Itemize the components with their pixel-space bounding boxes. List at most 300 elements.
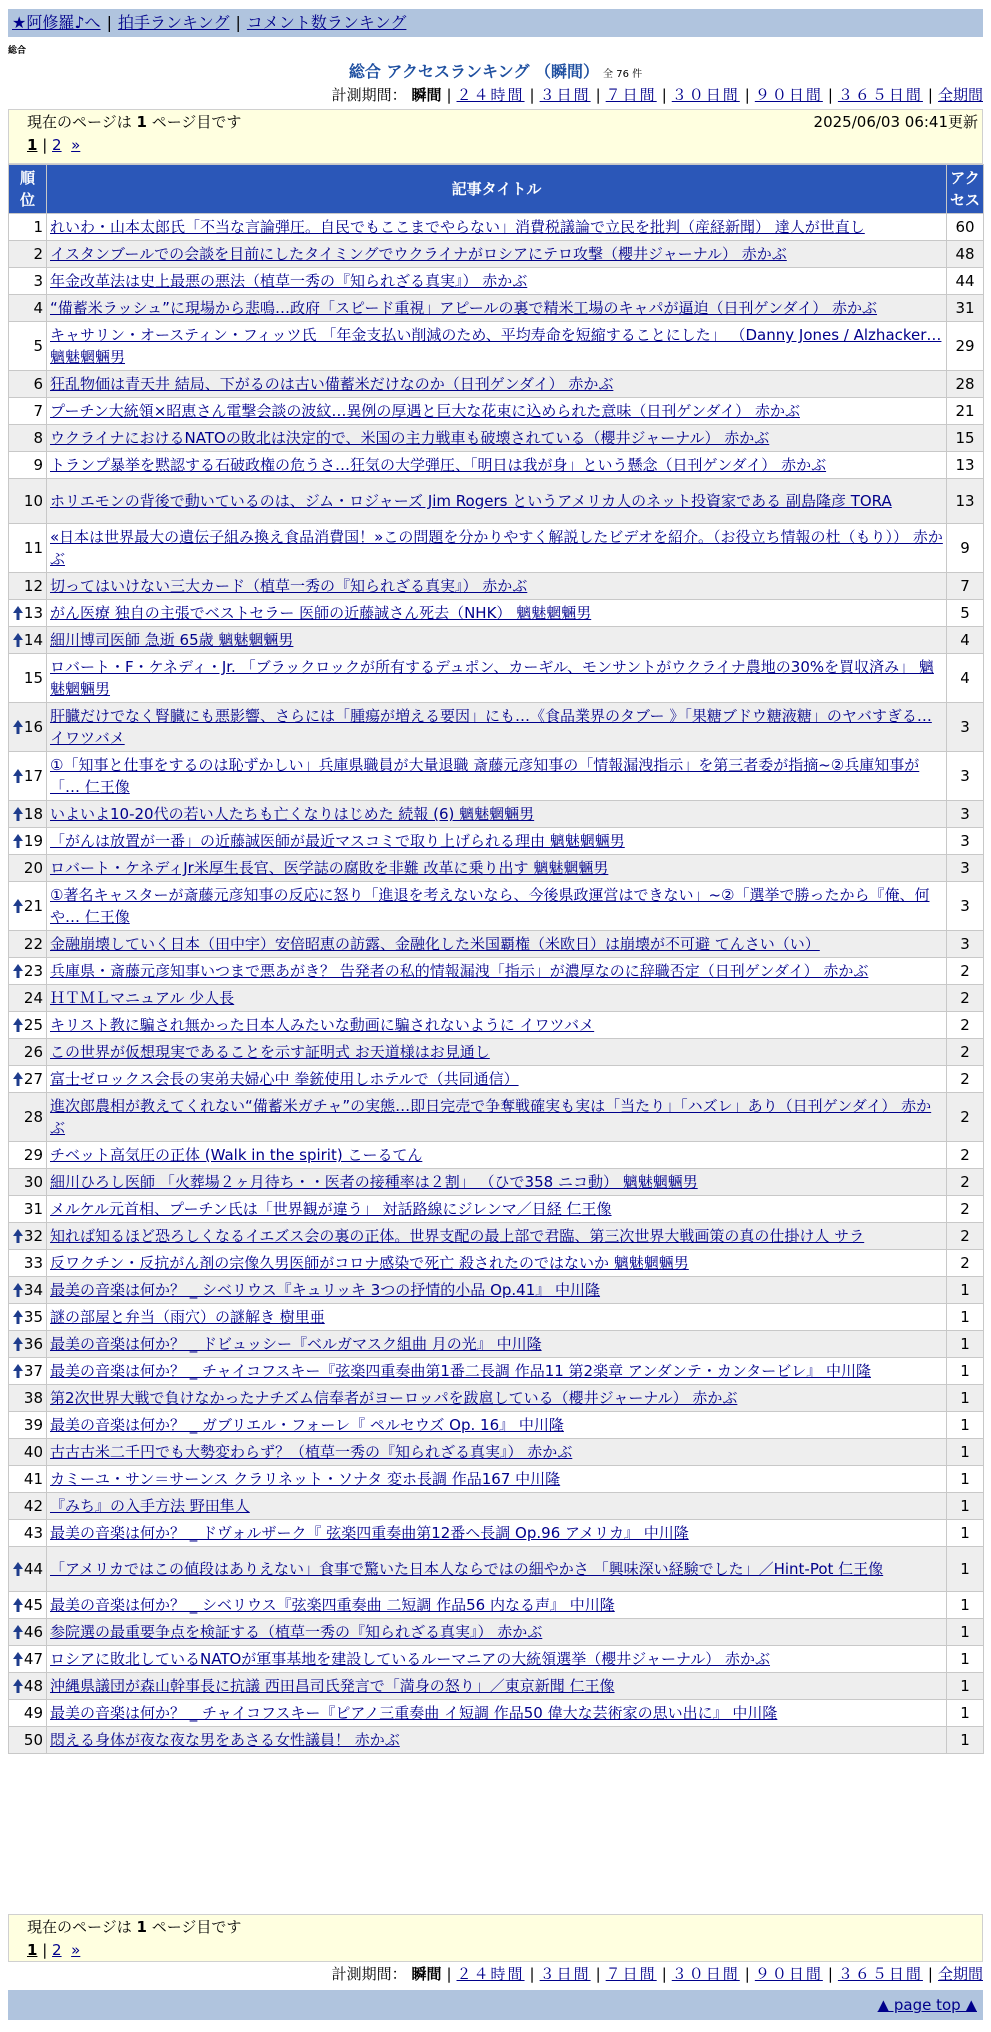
title-cell <box>47 985 947 1012</box>
rank-cell <box>9 600 47 627</box>
access-count: 3 <box>947 703 984 752</box>
table-row <box>9 654 984 703</box>
access-count: 60 <box>947 214 984 241</box>
title-cell <box>47 1250 947 1277</box>
title-cell <box>47 425 947 452</box>
rank-cell <box>9 524 47 573</box>
table-row <box>9 1493 984 1520</box>
table-row <box>9 985 984 1012</box>
rank-cell <box>9 1592 47 1619</box>
rank-cell <box>9 1520 47 1547</box>
col-header-rank: 順位 <box>9 165 47 214</box>
rank-cell <box>9 1673 47 1700</box>
title-cell <box>47 855 947 882</box>
rank-number: 8 <box>33 429 43 447</box>
article-title-link[interactable]: ロバート・F・ケネディ・Jr. 「ブラックロックが所有するデュポン、カーギル、モンサントがウクライナ農地の30%を買収済み」 魑魅魍魎男 <box>50 658 934 698</box>
access-count: 44 <box>947 268 984 295</box>
rank-up-arrow-icon <box>13 1651 23 1667</box>
table-row <box>9 1039 984 1066</box>
access-count: 1 <box>947 1520 984 1547</box>
title-cell <box>47 1142 947 1169</box>
rank-cell <box>9 1547 47 1592</box>
article-title-link[interactable]: がん医療 独自の主張でベストセラー 医師の近藤誠さん死去（NHK） 魑魅魍魎男 <box>50 604 592 622</box>
access-count: 4 <box>947 627 984 654</box>
period-link-30d[interactable]: ３０日間 <box>671 1965 740 1983</box>
rank-number: 25 <box>23 1016 43 1034</box>
period-link-365d[interactable]: ３６５日間 <box>837 1965 923 1983</box>
title-cell <box>47 1493 947 1520</box>
period-link-all[interactable]: 全期間 <box>937 86 983 104</box>
page-link-2[interactable]: 2 <box>52 1941 62 1959</box>
nav-separator: | <box>235 13 241 32</box>
rank-up-arrow-icon <box>13 1017 23 1033</box>
period-link-365d[interactable]: ３６５日間 <box>837 86 923 104</box>
article-title-link[interactable]: 最美の音楽は何か？ _ シベリウス『キュリッキ 3つの抒情的小品 Op.41』 中川隆 <box>50 1281 601 1299</box>
title-cell <box>47 654 947 703</box>
table-row <box>9 1547 984 1592</box>
access-count: 9 <box>947 524 984 573</box>
article-title-link[interactable]: メルケル元首相、プーチン氏は「世界観が違う」 対話路線にジレンマ／日経 仁王像 <box>50 1200 612 1218</box>
article-title-link[interactable]: 知れば知るほど恐ろしくなるイエズス会の裏の正体。世界支配の最上部で君臨、第三次世界大戦画策の真の仕掛け人 サラ <box>50 1227 865 1245</box>
table-row <box>9 322 984 371</box>
article-title-link[interactable]: 『みち』の入手方法 野田隼人 <box>50 1497 250 1515</box>
access-count: 1 <box>947 1646 984 1673</box>
access-count: 1 <box>947 1277 984 1304</box>
table-header-row <box>9 165 984 214</box>
article-title-link[interactable]: いよいよ10-20代の若い人たちも亡くなりはじめた 続報 (6) 魑魅魍魎男 <box>50 805 535 823</box>
table-row <box>9 1466 984 1493</box>
rank-cell <box>9 855 47 882</box>
title-cell <box>47 1223 947 1250</box>
table-row <box>9 1093 984 1142</box>
title-cell <box>47 1358 947 1385</box>
rank-up-arrow-icon <box>13 768 23 784</box>
table-row <box>9 1012 984 1039</box>
period-current: 瞬間 <box>411 1965 442 1983</box>
article-title-link[interactable]: 「がんは放置が一番」の近藤誠医師が最近マスコミで取り上げられる理由 魑魅魍魎男 <box>50 832 625 850</box>
page-links: 1 | 2 » <box>27 1941 81 1959</box>
access-count: 4 <box>947 654 984 703</box>
current-page-info: 現在のページは 1 ページ目です <box>27 1918 242 1936</box>
table-row <box>9 1727 984 1754</box>
article-title-link[interactable]: ウクライナにおけるNATOの敗北は決定的で、米国の主力戦車も破壊されている（櫻井ジャーナル） 赤かぶ <box>50 429 770 447</box>
rank-cell <box>9 1646 47 1673</box>
rank-number: 5 <box>33 337 43 355</box>
table-row <box>9 214 984 241</box>
access-count: 2 <box>947 1169 984 1196</box>
rank-up-arrow-icon <box>13 1309 23 1325</box>
clap-ranking-link[interactable]: 拍手ランキング <box>117 13 230 32</box>
rank-cell <box>9 1169 47 1196</box>
page-current: 1 <box>27 136 38 154</box>
article-title-link[interactable]: れいわ・山本太郎氏「不当な言論弾圧。自民でもここまでやらない」消費税議論で立民を批判（産経新聞） 達人が世直し <box>50 218 865 236</box>
rank-number: 31 <box>23 1200 43 1218</box>
access-count: 31 <box>947 295 984 322</box>
rank-cell <box>9 241 47 268</box>
table-row <box>9 1646 984 1673</box>
table-row <box>9 452 984 479</box>
rank-number: 4 <box>33 299 43 317</box>
article-title-link[interactable]: “備蓄米ラッシュ”に現場から悲鳴…政府「スピード重視」アピールの裏で精米工場のキャパが逼迫（日刊ゲンダイ） 赤かぶ <box>50 299 878 317</box>
rank-cell <box>9 268 47 295</box>
title-cell <box>47 801 947 828</box>
access-count: 2 <box>947 1250 984 1277</box>
article-title-link[interactable]: 最美の音楽は何か？ _ チャイコフスキー『ピアノ三重奏曲 イ短調 作品50 偉大な芸術家の思い出に』 中川隆 <box>50 1704 778 1722</box>
total-count: 全 76 件 <box>603 69 643 80</box>
article-title-link[interactable]: 最美の音楽は何か？ _ ドビュッシー『ベルガマスク組曲 月の光』 中川隆 <box>50 1335 542 1353</box>
period-link-all[interactable]: 全期間 <box>937 1965 983 1983</box>
access-count: 2 <box>947 958 984 985</box>
rank-number: 17 <box>23 767 43 785</box>
rank-number: 20 <box>23 859 43 877</box>
article-title-link[interactable]: プーチン大統領×昭恵さん電撃会談の波紋…異例の厚遇と巨大な花束に込められた意味（日刊ゲンダイ） 赤かぶ <box>50 402 800 420</box>
rank-number: 46 <box>23 1623 43 1641</box>
rank-cell <box>9 958 47 985</box>
rank-number: 7 <box>33 402 43 420</box>
current-page-info: 現在のページは 1 ページ目です <box>27 113 242 131</box>
table-row <box>9 1169 984 1196</box>
title-cell <box>47 627 947 654</box>
rank-number: 2 <box>33 245 43 263</box>
rank-cell <box>9 322 47 371</box>
article-title-link[interactable]: 進次郎農相が教えてくれない“備蓄米ガチャ”の実態…即日完売で争奪戦確実も実は「当たり」「ハズレ」あり（日刊ゲンダイ） 赤かぶ <box>50 1097 932 1137</box>
rank-up-arrow-icon <box>13 1597 23 1613</box>
title-cell <box>47 268 947 295</box>
top-nav-bar <box>8 9 983 37</box>
next-page-link[interactable]: » <box>71 1941 81 1959</box>
access-count: 1 <box>947 1412 984 1439</box>
article-title-link[interactable]: ホリエモンの背後で動いているのは、ジム・ロジャーズ Jim Rogers というアメリカ人のネット投資家である 副島隆彦 TORA <box>50 492 892 510</box>
access-count: 1 <box>947 1673 984 1700</box>
access-count: 29 <box>947 322 984 371</box>
title-cell <box>47 1412 947 1439</box>
table-row <box>9 1619 984 1646</box>
table-row <box>9 627 984 654</box>
access-count: 1 <box>947 1331 984 1358</box>
article-title-link[interactable]: 参院選の最重要争点を検証する（植草一秀の『知られざる真実』） 赤かぶ <box>50 1623 543 1641</box>
rank-up-arrow-icon <box>13 1282 23 1298</box>
article-title-link[interactable]: 第2次世界大戦で負けなかったナチズム信奉者がヨーロッパを跋扈している（櫻井ジャーナル） 赤かぶ <box>50 1389 738 1407</box>
title-cell <box>47 1331 947 1358</box>
article-title-link[interactable]: キリスト教に騙され無かった日本人みたいな動画に騙されないように イワツバメ <box>50 1016 595 1034</box>
title-cell <box>47 1169 947 1196</box>
title-cell <box>47 1066 947 1093</box>
title-cell <box>47 1039 947 1066</box>
access-count: 3 <box>947 855 984 882</box>
article-title-link[interactable]: 最美の音楽は何か？ _ ドヴォルザーク『 弦楽四重奏曲第12番ヘ長調 Op.96 アメリカ』 中川隆 <box>50 1524 689 1542</box>
rank-cell <box>9 703 47 752</box>
article-title-link[interactable]: 年金改革法は史上最悪の悪法（植草一秀の『知られざる真実』） 赤かぶ <box>50 272 528 290</box>
rank-number: 23 <box>23 962 43 980</box>
rank-cell <box>9 1304 47 1331</box>
table-row <box>9 1196 984 1223</box>
title-cell <box>47 1700 947 1727</box>
article-title-link[interactable]: 狂乱物価は青天井 結局、下がるのは古い備蓄米だけなのか（日刊ゲンダイ） 赤かぶ <box>50 375 614 393</box>
rank-number: 26 <box>23 1043 43 1061</box>
table-row <box>9 958 984 985</box>
access-count: 2 <box>947 1039 984 1066</box>
article-title-link[interactable]: «日本は世界最大の遺伝子組み換え食品消費国！»この問題を分かりやすく解説したビデオを紹介。（お役立ち情報の杜（もり）） 赤かぶ <box>50 528 943 568</box>
title-cell <box>47 452 947 479</box>
col-header-title: 記事タイトル <box>47 165 947 214</box>
nav-separator: | <box>106 13 112 32</box>
article-title-link[interactable]: カミーユ・サン＝サーンス クラリネット・ソナタ 変ホ長調 作品167 中川隆 <box>50 1470 561 1488</box>
period-link-3d[interactable]: ３日間 <box>539 1965 591 1983</box>
rank-number: 12 <box>23 577 43 595</box>
access-count: 48 <box>947 241 984 268</box>
title-cell <box>47 1592 947 1619</box>
title-cell <box>47 703 947 752</box>
pager-bottom <box>8 1914 983 1962</box>
table-row <box>9 573 984 600</box>
rank-cell <box>9 1012 47 1039</box>
comment-ranking-link[interactable]: コメント数ランキング <box>246 13 407 32</box>
rank-number: 10 <box>23 492 43 510</box>
rank-up-arrow-icon <box>13 632 23 648</box>
period-label: 計測期間： <box>331 86 407 104</box>
article-title-link[interactable]: イスタンブールでの会談を目前にしたタイミングでウクライナがロシアにテロ攻撃（櫻井ジャーナル） 赤かぶ <box>50 245 787 263</box>
page-links: 1 | 2 » <box>27 136 81 154</box>
period-link-30d[interactable]: ３０日間 <box>671 86 740 104</box>
rank-cell <box>9 1142 47 1169</box>
article-title-link[interactable]: 細川ひろし医師 「火葬場２ヶ月待ち・・医者の接種率は２割」 （ひで358 ニコ動） 魑魅魍魎男 <box>50 1173 698 1191</box>
rank-number: 39 <box>23 1416 43 1434</box>
rank-up-arrow-icon <box>13 719 23 735</box>
article-title-link[interactable]: 切ってはいけない三大カード（植草一秀の『知られざる真実』） 赤かぶ <box>50 577 528 595</box>
article-title-link[interactable]: ロシアに敗北しているNATOが軍事基地を建設しているルーマニアの大統領選挙（櫻井ジャーナル） 赤かぶ <box>50 1650 771 1668</box>
category-label: 総合 <box>8 46 27 56</box>
table-row <box>9 1700 984 1727</box>
rank-number: 41 <box>23 1470 43 1488</box>
table-row <box>9 524 984 573</box>
title-cell <box>47 752 947 801</box>
title-cell <box>47 1304 947 1331</box>
table-row <box>9 371 984 398</box>
access-count: 3 <box>947 931 984 958</box>
rank-number: 38 <box>23 1389 43 1407</box>
access-count: 3 <box>947 752 984 801</box>
rank-cell <box>9 882 47 931</box>
access-count: 2 <box>947 1223 984 1250</box>
article-title-link[interactable]: 悶える身体が夜な夜な男をあさる女性議員！ 赤かぶ <box>50 1731 400 1749</box>
home-link[interactable]: ★阿修羅♪へ <box>12 13 101 32</box>
rank-up-arrow-icon <box>13 833 23 849</box>
rank-up-arrow-icon <box>13 806 23 822</box>
title-cell <box>47 1619 947 1646</box>
page-link-2[interactable]: 2 <box>52 136 62 154</box>
rank-cell <box>9 1066 47 1093</box>
title-cell <box>47 958 947 985</box>
title-cell <box>47 600 947 627</box>
table-row <box>9 1412 984 1439</box>
table-row <box>9 241 984 268</box>
table-row <box>9 1385 984 1412</box>
rank-number: 21 <box>23 897 43 915</box>
article-title-link[interactable]: 金融崩壊していく日本（田中宇）安倍昭恵の訪露、金融化した米国覇権（米欧日）は崩壊が不可避 てんさい（い） <box>50 935 820 953</box>
title-cell <box>47 371 947 398</box>
table-row <box>9 425 984 452</box>
rank-cell <box>9 479 47 524</box>
title-cell <box>47 828 947 855</box>
access-count: 1 <box>947 1439 984 1466</box>
article-title-link[interactable]: 肝臓だけでなく腎臓にも悪影響、さらには「腫瘍が増える要因」にも…《食品業界のタブー 》「果糖ブドウ糖液糖」のヤバすぎる… イワツバメ <box>50 707 932 747</box>
table-row <box>9 1331 984 1358</box>
table-row <box>9 855 984 882</box>
rank-cell <box>9 1039 47 1066</box>
rank-number: 24 <box>23 989 43 1007</box>
rank-number: 47 <box>23 1650 43 1668</box>
article-title-link[interactable]: 最美の音楽は何か？ _ ガブリエル・フォーレ『 ペルセウズ Op. 16』 中川隆 <box>50 1416 564 1434</box>
article-title-link[interactable]: 謎の部屋と弁当（雨穴）の謎解き 樹里亜 <box>50 1308 325 1326</box>
table-row <box>9 1304 984 1331</box>
rank-cell <box>9 1385 47 1412</box>
page-top-link[interactable]: ▲ page top ▲ <box>877 1996 977 2014</box>
title-cell <box>47 1673 947 1700</box>
rank-up-arrow-icon <box>13 898 23 914</box>
rank-cell <box>9 1619 47 1646</box>
footer-bar <box>8 1990 983 2020</box>
table-row <box>9 1223 984 1250</box>
article-title-link[interactable]: 最美の音楽は何か？ _ シベリウス『弦楽四重奏曲 二短調 作品56 内なる声』 中川隆 <box>50 1596 615 1614</box>
access-count: 1 <box>947 1358 984 1385</box>
title-cell <box>47 1385 947 1412</box>
access-count: 2 <box>947 1196 984 1223</box>
rank-cell <box>9 1093 47 1142</box>
table-row <box>9 600 984 627</box>
period-link-90d[interactable]: ９０日間 <box>754 1965 823 1983</box>
table-row <box>9 398 984 425</box>
access-count: 3 <box>947 801 984 828</box>
access-count: 28 <box>947 371 984 398</box>
title-cell <box>47 1520 947 1547</box>
rank-cell <box>9 1439 47 1466</box>
period-link-7d[interactable]: ７日間 <box>605 86 657 104</box>
title-cell <box>47 241 947 268</box>
rank-up-arrow-icon <box>13 1363 23 1379</box>
table-row <box>9 1592 984 1619</box>
article-title-link[interactable]: 沖縄県議団が森山幹事長に抗議 西田昌司氏発言で「満身の怒り」／東京新聞 仁王像 <box>50 1677 615 1695</box>
updated-timestamp: 2025/06/03 06:41更新 <box>813 113 978 131</box>
access-count: 1 <box>947 1727 984 1754</box>
rank-cell <box>9 752 47 801</box>
article-title-link[interactable]: トランプ暴挙を黙認する石破政権の危うさ…狂気の大学弾圧、「明日は我が身」という懸念（日刊ゲンダイ） 赤かぶ <box>50 456 827 474</box>
rank-up-arrow-icon <box>13 1624 23 1640</box>
article-title-link[interactable]: 「アメリカではこの値段はありえない」食事で驚いた日本人ならではの細やかさ 「興味深い経験でした」／Hint-Pot 仁王像 <box>50 1560 884 1578</box>
table-row <box>9 1520 984 1547</box>
rank-number: 3 <box>33 272 43 290</box>
period-link-90d[interactable]: ９０日間 <box>754 86 823 104</box>
article-title-link[interactable]: チベット高気圧の正体 (Walk in the spirit) こーるてん <box>50 1146 423 1164</box>
article-title-link[interactable]: 反ワクチン・反抗がん剤の宗像久男医師がコロナ感染で死亡 殺されたのではないか 魑魅魍魎男 <box>50 1254 689 1272</box>
access-count: 13 <box>947 479 984 524</box>
article-title-link[interactable]: 古古古米二千円でも大勢変わらず？（植草一秀の『知られざる真実』） 赤かぶ <box>50 1443 573 1461</box>
table-row <box>9 295 984 322</box>
title-cell <box>47 1277 947 1304</box>
page-current: 1 <box>27 1941 38 1959</box>
access-count: 1 <box>947 1619 984 1646</box>
rank-up-arrow-icon <box>13 605 23 621</box>
title-cell <box>47 1547 947 1592</box>
article-title-link[interactable]: キャサリン・オースティン・フィッツ氏 「年金支払い削減のため、平均寿命を短縮することにした」 （Danny Jones / Alzhacker… 魑魅魍魎男 <box>50 326 942 366</box>
rank-cell <box>9 1196 47 1223</box>
rank-cell <box>9 425 47 452</box>
period-selector-bottom: 計測期間： 瞬間 | ２４時間 | ３日間 | ７日間 | ３０日間 | ９０日間 | ３６５日間 | 全期間 <box>331 1965 983 1983</box>
rank-up-arrow-icon <box>13 1071 23 1087</box>
next-page-link[interactable]: » <box>71 136 81 154</box>
access-count: 1 <box>947 1466 984 1493</box>
rank-cell <box>9 1412 47 1439</box>
rank-cell <box>9 1727 47 1754</box>
access-count: 2 <box>947 985 984 1012</box>
rank-number: 32 <box>23 1227 43 1245</box>
rank-number: 22 <box>23 935 43 953</box>
page-title: 総合 アクセスランキング （瞬間） <box>348 62 600 81</box>
period-link-3d[interactable]: ３日間 <box>539 86 591 104</box>
access-count: 2 <box>947 1093 984 1142</box>
access-count: 2 <box>947 1066 984 1093</box>
title-cell <box>47 398 947 425</box>
article-title-link[interactable]: ①「知事と仕事をするのは恥ずかしい」兵庫県職員が大量退職 斎藤元彦知事の「情報漏洩指示」を第三者委が指摘~②兵庫知事が「… 仁王像 <box>50 756 920 796</box>
rank-number: 9 <box>33 456 43 474</box>
rank-number: 37 <box>23 1362 43 1380</box>
table-row <box>9 1142 984 1169</box>
period-label: 計測期間： <box>331 1965 407 1983</box>
rank-cell <box>9 1223 47 1250</box>
rank-number: 40 <box>23 1443 43 1461</box>
col-header-access: アクセス <box>947 165 984 214</box>
rank-cell <box>9 1250 47 1277</box>
article-title-link[interactable]: ＨＴＭＬマニュアル 少人長 <box>50 989 235 1007</box>
table-row <box>9 268 984 295</box>
title-cell <box>47 1196 947 1223</box>
article-title-link[interactable]: 最美の音楽は何か？ _ チャイコフスキー『弦楽四重奏曲第1番二長調 作品11 第2楽章 アンダンテ・カンタービレ』 中川隆 <box>50 1362 871 1380</box>
title-cell <box>47 1093 947 1142</box>
article-title-link[interactable]: この世界が仮想現実であることを示す証明式 お天道様はお見通し <box>50 1043 490 1061</box>
pager-top <box>8 109 983 164</box>
article-title-link[interactable]: ロバート・ケネディJr米厚生長官、医学誌の腐敗を非難 改革に乗り出す 魑魅魍魎男 <box>50 859 609 877</box>
rank-number: 18 <box>23 805 43 823</box>
article-title-link[interactable]: 兵庫県・斎藤元彦知事いつまで悪あがき？ 告発者の私的情報漏洩「指示」が濃厚なのに辞職否定（日刊ゲンダイ） 赤かぶ <box>50 962 869 980</box>
rank-number: 1 <box>33 218 43 236</box>
period-link-24h[interactable]: ２４時間 <box>456 86 525 104</box>
title-cell <box>47 524 947 573</box>
table-row <box>9 1066 984 1093</box>
period-selector-top: 計測期間： 瞬間 | ２４時間 | ３日間 | ７日間 | ３０日間 | ９０日間 | ３６５日間 | 全期間 <box>331 86 983 104</box>
table-row <box>9 1250 984 1277</box>
article-title-link[interactable]: ①著名キャスターが斎藤元彦知事の反応に怒り「進退を考えないなら、今後県政運営はできない」~②「選挙で勝ったから『俺、何や… 仁王像 <box>50 886 930 926</box>
rank-cell <box>9 627 47 654</box>
rank-up-arrow-icon <box>13 963 23 979</box>
article-title-link[interactable]: 富士ゼロックス会長の実弟夫婦心中 拳銃使用しホテルで（共同通信） <box>50 1070 519 1088</box>
rank-number: 34 <box>23 1281 43 1299</box>
ranking-table <box>8 164 984 1754</box>
access-count: 2 <box>947 1142 984 1169</box>
title-cell <box>47 214 947 241</box>
rank-number: 45 <box>23 1596 43 1614</box>
access-count: 7 <box>947 573 984 600</box>
rank-cell <box>9 1493 47 1520</box>
access-count: 1 <box>947 1493 984 1520</box>
rank-number: 33 <box>23 1254 43 1272</box>
rank-number: 16 <box>23 718 43 736</box>
period-link-24h[interactable]: ２４時間 <box>456 1965 525 1983</box>
rank-number: 49 <box>23 1704 43 1722</box>
rank-up-arrow-icon <box>13 1228 23 1244</box>
article-title-link[interactable]: 細川博司医師 急逝 65歳 魑魅魍魎男 <box>50 631 294 649</box>
rank-number: 15 <box>23 669 43 687</box>
rank-cell <box>9 1331 47 1358</box>
period-link-7d[interactable]: ７日間 <box>605 1965 657 1983</box>
